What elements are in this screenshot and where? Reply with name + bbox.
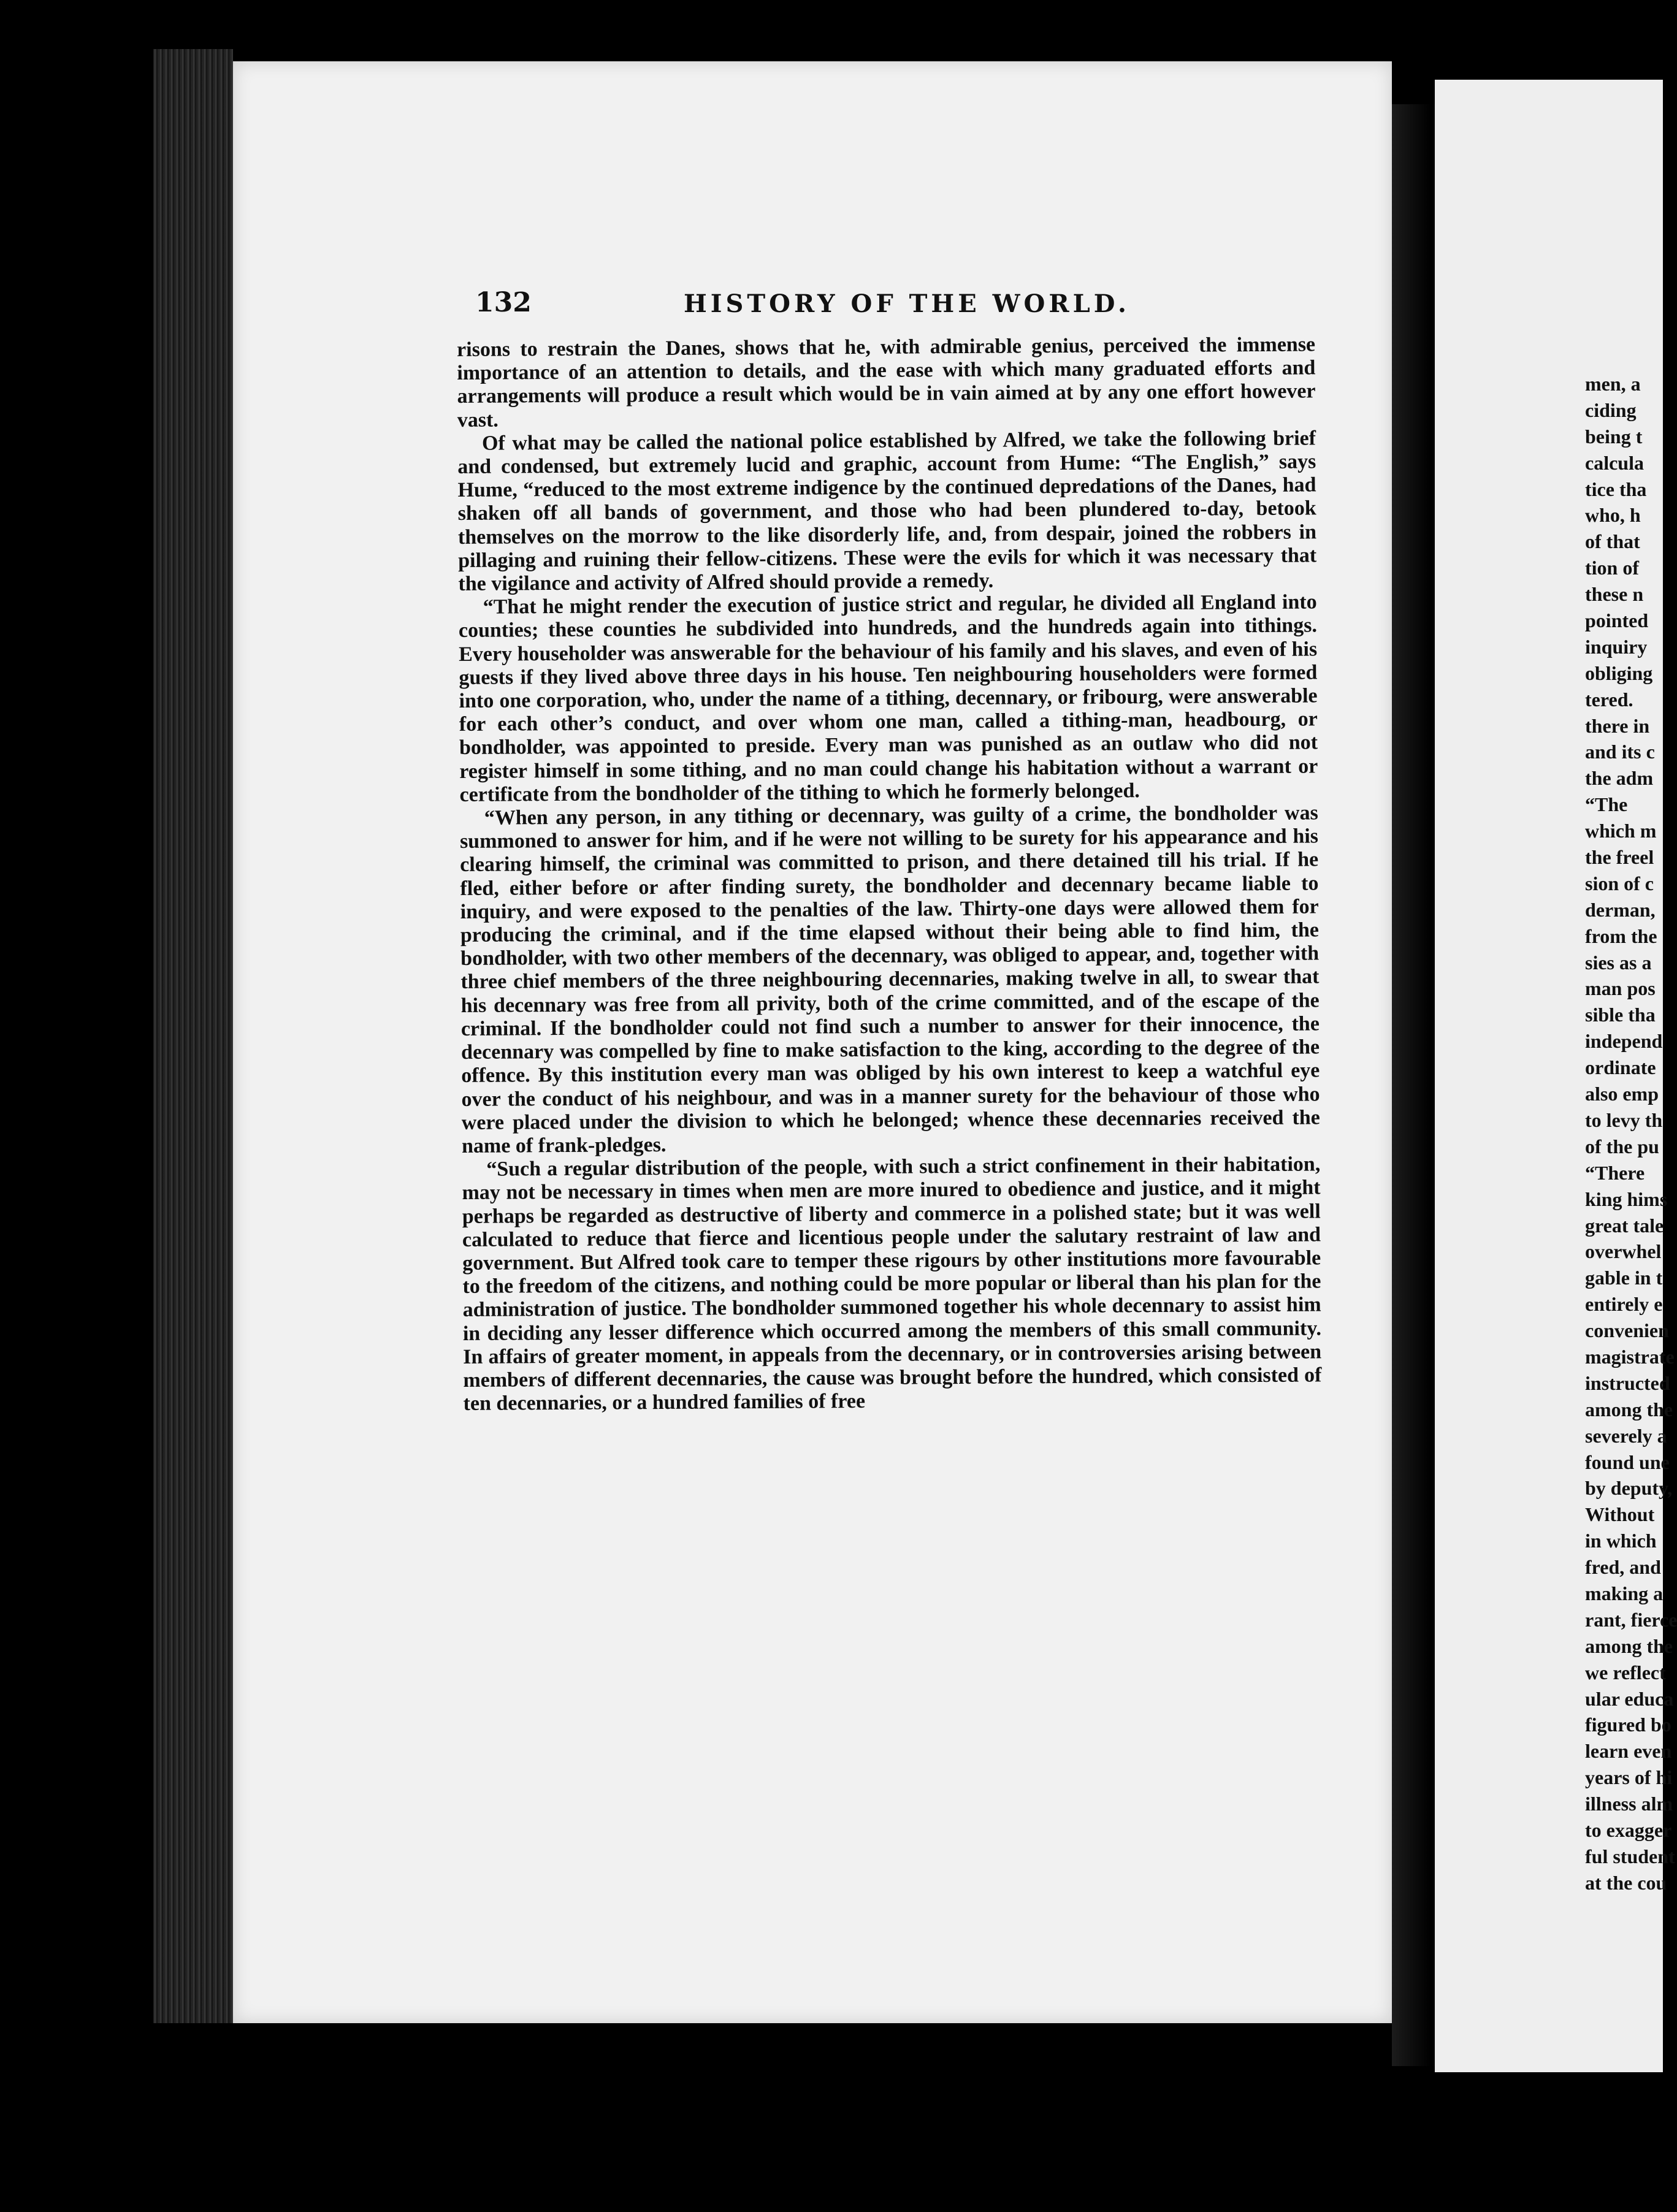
facing-page-line: great tale — [1585, 1214, 1664, 1237]
facing-page-line: of that — [1585, 530, 1640, 553]
facing-page-line: man pos — [1585, 977, 1656, 1000]
facing-page-line: among the — [1585, 1398, 1673, 1421]
facing-page-line: tion of — [1585, 557, 1639, 579]
facing-page-line: ular educa — [1585, 1687, 1674, 1710]
facing-page-line: being t — [1585, 425, 1643, 448]
facing-page-line: there in — [1585, 714, 1650, 737]
facing-page-line: which m — [1585, 820, 1657, 842]
facing-page-line: we reflect — [1585, 1661, 1666, 1684]
facing-page-line: learn even — [1585, 1740, 1672, 1763]
facing-page-line: these n — [1585, 583, 1644, 606]
facing-page-line: fred, and — [1585, 1556, 1661, 1579]
facing-page-line: the adm — [1585, 767, 1654, 790]
facing-page-line: sion of c — [1585, 872, 1654, 894]
paragraph: Of what may be called the national police established by Alfred, we take the following brief and condensed, but extremely lucid and graphic, account from Hume: “The English,” says Hume, “reduced to the most extreme indigence by the continued depredations of the Danes, had shaken off all bands of government, and those who had been plundered to-day, betook themselves on the morrow to the like disorderly life, and, from despair, joined the robbers in pillaging and ruining their fellow-citizens. These were the evils for which it was necessary that the vigilance and activity of Alfred should provide a remedy. — [457, 427, 1317, 596]
facing-page-line: entirely e — [1585, 1293, 1663, 1316]
page-number: 132 — [475, 287, 532, 318]
facing-page-line: who, h — [1585, 504, 1641, 527]
facing-page-line: calcula — [1585, 451, 1644, 474]
facing-page-line: pointed — [1585, 609, 1649, 632]
facing-page-line: by deputy, — [1585, 1477, 1673, 1500]
facing-page-line: ordinate — [1585, 1056, 1656, 1079]
facing-page-line: severely a — [1585, 1424, 1667, 1447]
facing-page-line: to levy th — [1585, 1108, 1663, 1131]
facing-page-line: men, a — [1585, 373, 1641, 395]
facing-page-line: magistrate — [1585, 1345, 1675, 1368]
paragraph: risons to restrain the Danes, shows that he, with admirable genius, perceived the immense importance of an attention to details, and the ease with which many graduated efforts and arrangements will produce a result which would be in vain aimed at by any one effort however vast. — [457, 333, 1316, 432]
facing-page-line: inquiry — [1585, 635, 1648, 658]
facing-page-line: rant, fierce — [1585, 1608, 1677, 1631]
facing-page-line: among the — [1585, 1634, 1673, 1657]
facing-page-line: overwhel — [1585, 1240, 1662, 1263]
facing-page-line: derman, — [1585, 898, 1656, 921]
facing-page-line: at the cou — [1585, 1871, 1667, 1894]
facing-page-line: from the — [1585, 925, 1657, 947]
facing-page-line: illness alm — [1585, 1793, 1673, 1815]
paragraph: “Such a regular distribution of the people, with such a strict confinement in their habitation, may not be necessary in times when men are more inured to obedience and justice, and it might perhaps be regarded as destructive of liberty and commerce in a polished state; but it was well calculated to reduce that fierce and licentious people under the salutary restraint of law and government. But Alfred took care to temper these rigours by other institutions more favourable to the freedom of the citizens, and nothing could be more popular or liberal than his plan for the administration of justice. The bondholder summoned together his whole decennary to assist him in deciding any lesser difference which occurred among the members of this small community. In affairs of greater moment, in appeals from the decennary, or in controversies arising between members of different decennaries, the cause was brought before the hundred, which consisted of ten decennaries, or a hundred families of free — [462, 1153, 1322, 1416]
facing-page-line: sies as a — [1585, 951, 1652, 974]
facing-page-line: Without — [1585, 1503, 1655, 1526]
facing-page-line: of the pu — [1585, 1135, 1659, 1157]
facing-page-line: found une — [1585, 1451, 1670, 1473]
facing-page-line: “The — [1585, 793, 1628, 816]
facing-page-line: obliging — [1585, 662, 1653, 684]
facing-page-line: tice tha — [1585, 478, 1647, 500]
running-title: HISTORY OF THE WORLD. — [684, 289, 1130, 318]
facing-page-line: in which — [1585, 1530, 1657, 1552]
facing-page-line: years of hi — [1585, 1766, 1673, 1789]
paragraph: “When any person, in any tithing or decennary, was guilty of a crime, the bondholder was summoned to answer for him, and if he were not willing to be surety for his appearance and his clearing himself, the criminal was committed to prison, and there detained till his trial. If he fled, either before or after finding surety, the bondholder and decennary became liable to inquiry, and were exposed to the penalties of the law. Thirty-one days were allowed them for producing the criminal, and if the time elapsed without their being able to find him, the bondholder, with two other members of the decennary, was obliged to appear, and, together with three chief members of the three neighbouring decennaries, making twelve in all, to swear that his decennary was free from all privity, both of the crime committed, and of the escape of the criminal. If the bondholder could not find such a number to answer for their innocence, the decennary was compelled by fine to make satisfaction to the king, according to the degree of the offence. By this institution every man was obliged by his own interest to keep a watchful eye over the conduct of his neighbour, and was in a manner surety for the behaviour of those who were placed under the division to which he belonged; whence these decennaries received the name of frank-pledges. — [459, 801, 1320, 1157]
facing-page-text — [1585, 371, 1677, 1894]
facing-page-line: sible tha — [1585, 1004, 1656, 1026]
facing-page-line: “There — [1585, 1161, 1645, 1184]
page-header — [475, 287, 1340, 324]
facing-page-line: figured bo — [1585, 1714, 1671, 1736]
facing-page-line: the freel — [1585, 846, 1654, 869]
facing-page-line: making a — [1585, 1582, 1664, 1604]
facing-page-line: gable in t — [1585, 1267, 1663, 1289]
paragraph: “That he might render the execution of justice strict and regular, he divided all England into counties; these counties he subdivided into hundreds, and the hundreds again into tithings. Every householder was answerable for the behaviour of his family and his slaves, and even of his guests if they lived above three days in his house. Ten neighbouring householders were formed into one corporation, who, under the name of a tithing, decennary, or fribourg, were answerable for each other’s conduct, and over whom one man, called a tithing-man, headbourg, or bondholder, was appointed to preside. Every man was punished as an outlaw who did not register himself in some tithing, and no man could change his habitation without a warrant or certificate from the bondholder of the tithing to which he formerly belonged. — [458, 590, 1318, 806]
book-page-edges — [153, 49, 233, 2023]
facing-page-line: and its c — [1585, 741, 1655, 763]
facing-page-line: ful student — [1585, 1845, 1675, 1867]
body-text — [457, 333, 1324, 1896]
facing-page-line: convenien — [1585, 1319, 1669, 1342]
facing-page-line: also emp — [1585, 1083, 1659, 1105]
facing-page-line: independ — [1585, 1030, 1663, 1053]
facing-page-line: to exagger — [1585, 1818, 1672, 1841]
facing-page-line: king hims — [1585, 1188, 1668, 1210]
facing-page-line: ciding — [1585, 399, 1637, 421]
facing-page-line: tered. — [1585, 688, 1633, 711]
facing-page-line: instructed — [1585, 1371, 1670, 1394]
